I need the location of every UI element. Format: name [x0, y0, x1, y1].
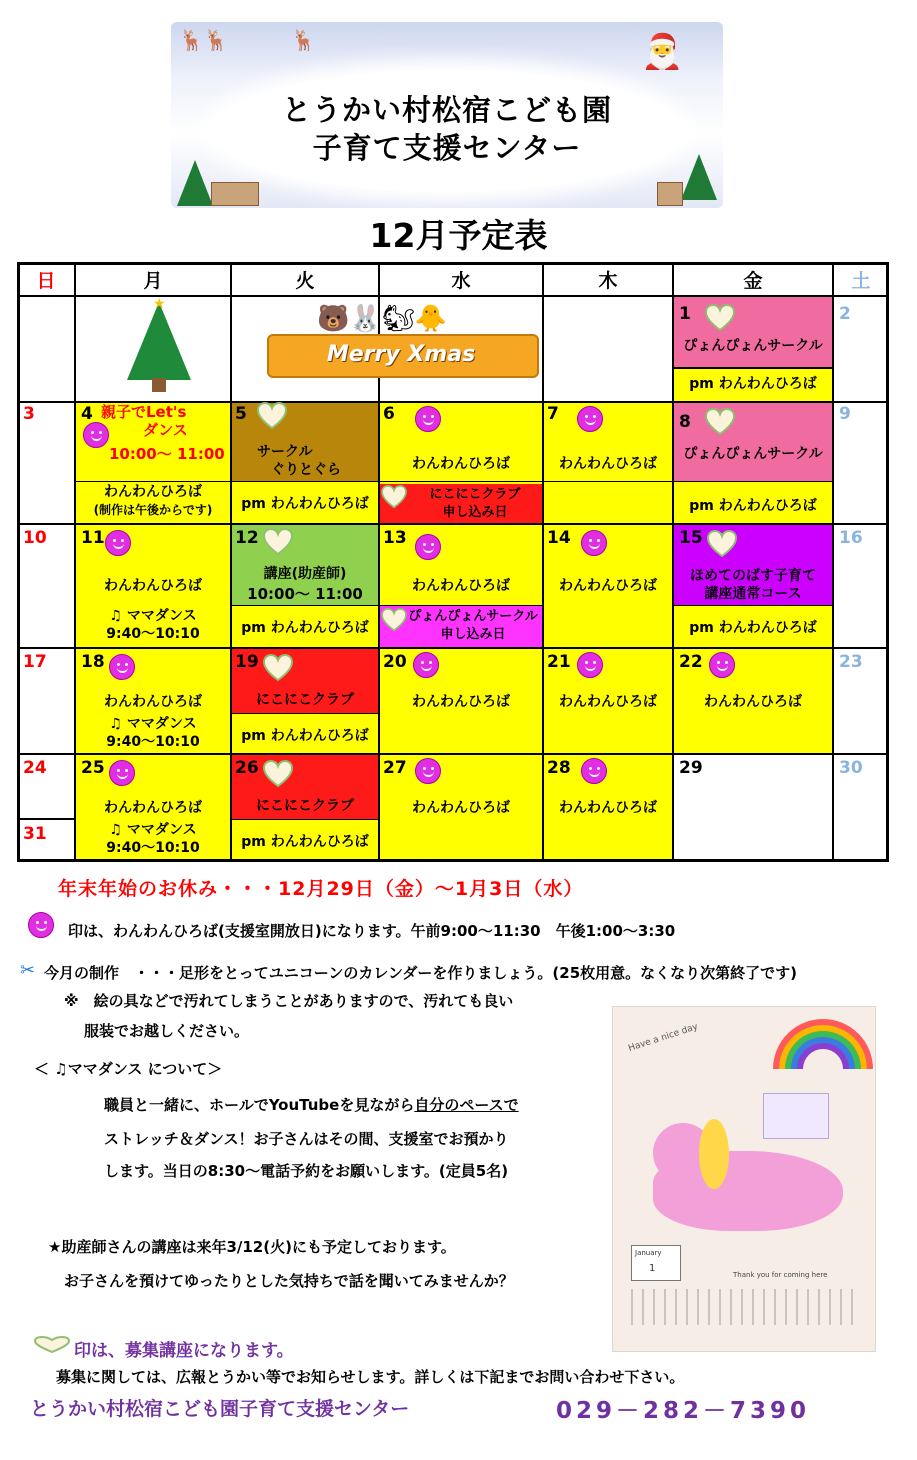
day-31: 31 — [23, 824, 47, 844]
footer-org: とうかい村松宿こども園子育て支援センター — [30, 1398, 410, 1420]
holiday-note: 年末年始のお休み・・・12月29日（金）～1月3日（水） — [58, 878, 584, 900]
smiley-icon — [415, 534, 441, 560]
event-oyako: 親子でLet's — [101, 403, 187, 421]
weekday-fri: 金 — [743, 270, 763, 292]
unicorn-mane — [699, 1119, 729, 1189]
merry-xmas-text: Merry Xmas — [326, 342, 476, 367]
weekday-mon: 月 — [143, 270, 163, 292]
heart-icon — [707, 530, 737, 558]
day-3: 3 — [23, 404, 35, 424]
day-9: 9 — [839, 404, 851, 424]
event-mama-dance: ♫ ママダンス — [109, 608, 197, 624]
day-2: 2 — [839, 304, 851, 324]
midwife-line-1: ★助産師さんの講座は来年3/12(火)にも予定しております。 — [48, 1238, 456, 1256]
event-pyon: ぴょんぴょんサークル — [683, 338, 823, 354]
castle-icon — [763, 1093, 829, 1139]
event-niko: にこにこクラブ — [256, 692, 354, 708]
event-wan: わんわんひろば — [412, 456, 510, 472]
smiley-icon — [577, 406, 603, 432]
event-wan-note: (制作は午後からです) — [93, 503, 213, 517]
smiley-note: 印は、わんわんひろば(支援室開放日)になります。午前9:00～11:30 午後1:00～3:30 — [68, 922, 676, 940]
event-application-day: 申し込み日 — [442, 505, 508, 520]
heart-note: 印は、募集講座になります。 — [74, 1341, 294, 1361]
heart-icon — [381, 485, 407, 509]
mama-line-3: します。当日の8:30～電話予約をお願いします。(定員5名) — [104, 1162, 509, 1180]
calendar-dates — [631, 1289, 861, 1325]
day-4: 4 — [81, 404, 93, 424]
day-26: 26 — [235, 758, 259, 778]
event-mama-dance: ♫ ママダンス — [109, 822, 197, 838]
star-icon: ★ — [153, 296, 166, 312]
event-wan: わんわんひろば — [104, 578, 202, 594]
mama-line-2: ストレッチ＆ダンス！お子さんはその間、支援室でお預かり — [104, 1130, 509, 1148]
day-28: 28 — [547, 758, 571, 778]
event-pm-wan: pm わんわんひろば — [241, 834, 369, 850]
calendar-grid — [17, 262, 889, 862]
heart-icon — [263, 528, 293, 556]
day-5: 5 — [235, 404, 247, 424]
event-wan: わんわんひろば — [412, 694, 510, 710]
event-dance-time: 10:00～ 11:00 — [109, 445, 225, 463]
day-8: 8 — [679, 412, 691, 432]
day-16: 16 — [839, 528, 863, 548]
weekday-sun: 日 — [36, 270, 56, 292]
footer-tel: 029－282－7390 — [556, 1398, 811, 1424]
day-30: 30 — [839, 758, 863, 778]
event-niko: にこにこクラブ — [256, 798, 354, 814]
january-label: January — [635, 1249, 662, 1257]
day-20: 20 — [383, 652, 407, 672]
day-19: 19 — [235, 652, 259, 672]
event-pm-wan: pm わんわんひろば — [689, 376, 817, 392]
event-lecture-regular: 講座通常コース — [704, 586, 802, 602]
day-7: 7 — [547, 404, 559, 424]
org-subname: 子育て支援センター — [312, 131, 582, 165]
day-14: 14 — [547, 528, 571, 548]
midwife-line-2: お子さんを預けてゆったりとした気持ちで話を聞いてみませんか？ — [64, 1272, 514, 1290]
event-niko-app: にこにこクラブ — [429, 487, 521, 502]
cell-bg — [673, 296, 833, 368]
smiley-icon — [109, 760, 135, 786]
craft-warning-2: 服装でお越しください。 — [84, 1022, 250, 1040]
event-guri: ぐりとぐら — [271, 462, 341, 478]
mama-heading: ＜ ♫ママダンス について＞ — [34, 1060, 223, 1078]
event-pm-wan: pm わんわんひろば — [241, 728, 369, 744]
event-pyon: ぴょんぴょんサークル — [683, 446, 823, 462]
event-wan: わんわんひろば — [412, 800, 510, 816]
day-22: 22 — [679, 652, 703, 672]
event-wan: わんわんひろば — [559, 456, 657, 472]
event-lecture: 講座(助産師) — [263, 566, 347, 582]
event-wan: わんわんひろば — [559, 578, 657, 594]
smiley-icon — [577, 652, 603, 678]
event-wan: わんわんひろば — [104, 484, 202, 500]
craft-note: 今月の制作 ・・・足形をとってユニコーンのカレンダーを作りましょう。(25枚用意。なくなり次第終了です) — [44, 964, 798, 982]
event-mama-dance: ♫ ママダンス — [109, 716, 197, 732]
smiley-icon — [28, 912, 54, 938]
day-17: 17 — [23, 652, 47, 672]
heart-icon — [705, 304, 735, 332]
event-mama-time: 9:40～10:10 — [106, 626, 200, 642]
unicorn-calendar-photo — [612, 1006, 876, 1352]
day-12: 12 — [235, 528, 259, 548]
weekday-sat: 土 — [851, 270, 871, 292]
craft-warning-1: ※ 絵の具などで汚れてしまうことがありますので、汚れても良い — [64, 992, 514, 1010]
smiley-icon — [581, 758, 607, 784]
event-wan: わんわんひろば — [559, 694, 657, 710]
day-10: 10 — [23, 528, 47, 548]
recruit-note: 募集に関しては、広報とうかい等でお知らせします。詳しくは下記までお問い合わせ下さい。 — [56, 1368, 685, 1386]
reindeer-icon: 🦌🦌 — [179, 28, 229, 52]
day-24: 24 — [23, 758, 47, 778]
day-1: 1 — [679, 304, 691, 324]
smiley-icon — [109, 654, 135, 680]
day-23: 23 — [839, 652, 863, 672]
cell-bg — [673, 402, 833, 482]
weekday-thu: 木 — [598, 270, 618, 292]
event-application-day: 申し込み日 — [440, 627, 506, 642]
day-15: 15 — [679, 528, 703, 548]
header-banner — [171, 22, 723, 208]
event-wan: わんわんひろば — [559, 800, 657, 816]
event-pm-wan: pm わんわんひろば — [241, 620, 369, 636]
house-icon — [211, 182, 259, 206]
day-18: 18 — [81, 652, 105, 672]
org-name: とうかい村松宿こども園 — [281, 93, 612, 127]
day-13: 13 — [383, 528, 407, 548]
event-pyon-app: ぴょんぴょんサークル — [408, 609, 538, 624]
heart-icon — [34, 1336, 70, 1354]
day-27: 27 — [383, 758, 407, 778]
event-lecture-time: 10:00～ 11:00 — [247, 585, 363, 603]
event-mama-time: 9:40～10:10 — [106, 734, 200, 750]
thanks-label: Thank you for coming here — [733, 1271, 828, 1279]
day-21: 21 — [547, 652, 571, 672]
event-hometeno: ほめてのばす子育て — [690, 568, 816, 584]
event-wan: わんわんひろば — [104, 800, 202, 816]
smiley-icon — [709, 652, 735, 678]
smiley-icon — [415, 758, 441, 784]
santa-icon: 🎅 — [641, 32, 684, 72]
event-pm-wan: pm わんわんひろば — [689, 498, 817, 514]
event-pm-wan: pm わんわんひろば — [689, 620, 817, 636]
event-dance: ダンス — [143, 421, 188, 439]
event-wan: わんわんひろば — [412, 578, 510, 594]
event-circle: サークル — [257, 444, 313, 460]
day-29: 29 — [679, 758, 703, 778]
day-25: 25 — [81, 758, 105, 778]
heart-icon — [705, 408, 735, 436]
heart-icon — [257, 402, 287, 430]
reindeer-icon: 🦌 — [291, 28, 316, 52]
page-title: 12月予定表 — [369, 216, 548, 255]
day-11: 11 — [81, 528, 105, 548]
christmas-tree-icon — [127, 302, 191, 380]
event-wan: わんわんひろば — [104, 694, 202, 710]
weekday-tue: 火 — [295, 270, 315, 292]
january-number: 1 — [649, 1263, 656, 1274]
smiley-icon — [415, 406, 441, 432]
event-mama-time: 9:40～10:10 — [106, 840, 200, 856]
animals-icon: 🐻🐰🐿🐥 — [317, 304, 448, 334]
event-wan: わんわんひろば — [704, 694, 802, 710]
house-icon — [657, 182, 683, 206]
smiley-icon — [581, 530, 607, 556]
day-6: 6 — [383, 404, 395, 424]
smiley-icon — [105, 530, 131, 556]
scissors-icon: ✂ — [20, 960, 36, 981]
smiley-icon — [83, 422, 109, 448]
event-pm-wan: pm わんわんひろば — [241, 496, 369, 512]
smiley-icon — [413, 652, 439, 678]
heart-icon — [263, 760, 293, 788]
mama-line-1: 職員と一緒に、ホールでYouTubeを見ながら自分のペースで — [104, 1096, 519, 1114]
weekday-wed: 水 — [451, 270, 471, 292]
tree-trunk — [152, 378, 166, 392]
photo-caption: Have a nice day — [627, 1022, 700, 1054]
heart-icon — [263, 654, 293, 682]
